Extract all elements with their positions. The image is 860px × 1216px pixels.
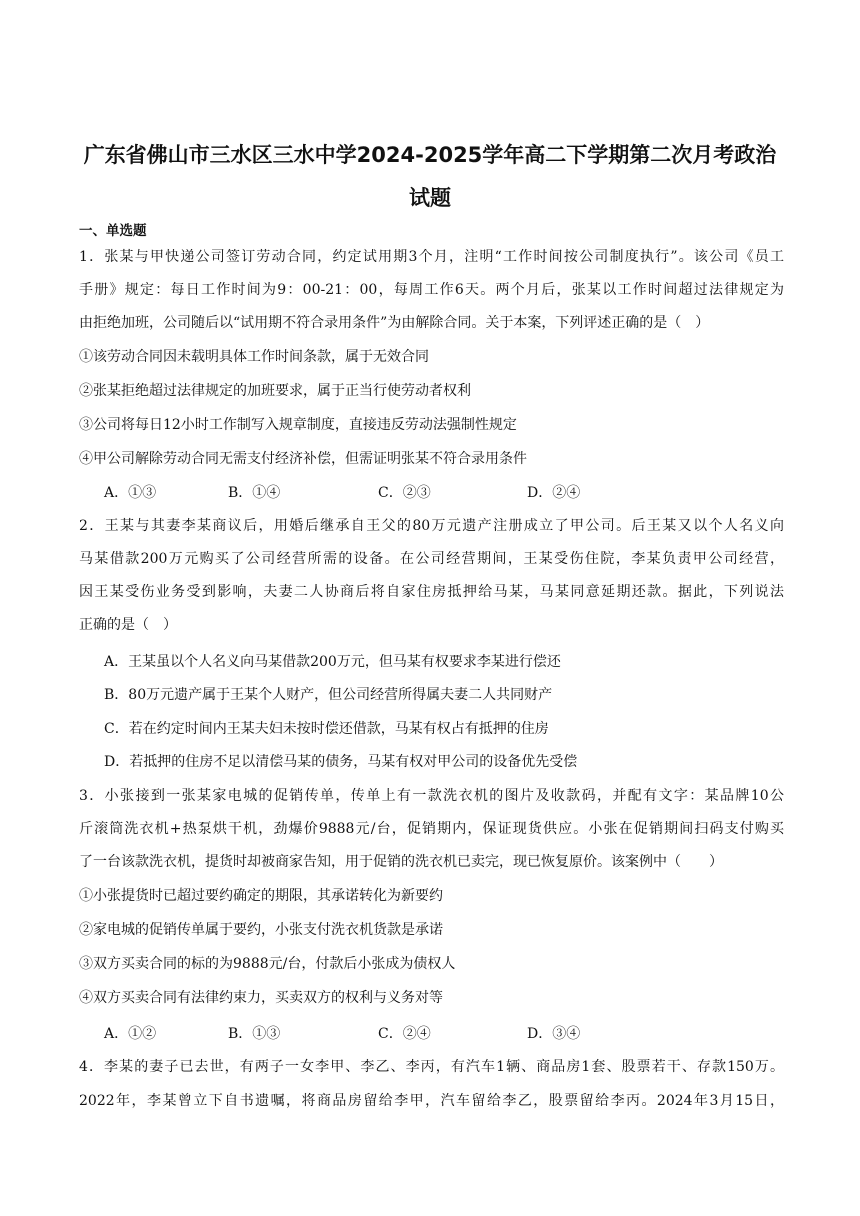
q3-option-d: D．③④ <box>527 1026 581 1042</box>
q3-option-b: B．①③ <box>228 1026 281 1042</box>
q2-stem-line-4: 正确的是（ ） <box>79 617 177 633</box>
q1-option-b: B．①④ <box>228 485 281 501</box>
q3-statement-1: ①小张提货时已超过要约确定的期限，其承诺转化为新要约 <box>79 888 443 904</box>
q2-option-b: B．80万元遗产属于王某个人财产，但公司经营所得属夫妻二人共同财产 <box>104 687 553 703</box>
q3-stem-line-1: 3．小张接到一张某家电城的促销传单，传单上有一款洗衣机的图片及收款码，并配有文字：某品牌10公 <box>79 788 784 804</box>
q1-option-a: A．①③ <box>104 485 157 501</box>
q3-stem-line-2: 斤滚筒洗衣机+热泵烘干机，劲爆价9888元/台，促销期内，保证现货供应。小张在促销期间扫码支付购买 <box>79 821 784 837</box>
q2-option-c: C．若在约定时间内王某夫妇未按时偿还借款，马某有权占有抵押的住房 <box>104 721 549 737</box>
document-title-line-2: 试题 <box>409 186 451 210</box>
document-title-line-1: 广东省佛山市三水区三水中学2024-2025学年高二下学期第二次月考政治 <box>83 143 777 167</box>
q3-statement-4: ④双方买卖合同有法律约束力，买卖双方的权利与义务对等 <box>79 990 443 1006</box>
q1-option-c: C．②③ <box>378 485 431 501</box>
section-heading: 一、单选题 <box>79 223 147 239</box>
q4-stem-line-1: 4．李某的妻子已去世，有两子一女李甲、李乙、李丙，有汽车1辆、商品房1套、股票若干、存款150万。 <box>79 1059 784 1075</box>
q2-stem-line-2: 马某借款200万元购买了公司经营所需的设备。在公司经营期间，王某受伤住院，李某负责甲公司经营， <box>79 551 784 567</box>
q3-stem-line-3: 了一台该款洗衣机，提货时却被商家告知，用于促销的洗衣机已卖完，现已恢复原价。该案例中（ ） <box>79 854 723 870</box>
q2-option-a: A．王某虽以个人名义向马某借款200万元，但马某有权要求李某进行偿还 <box>104 654 561 670</box>
q3-option-a: A．①② <box>104 1026 157 1042</box>
q1-stem-line-2: 手册》规定：每日工作时间为9：00-21：00，每周工作6天。两个月后，张某以工作时间超过法律规定为 <box>79 282 784 298</box>
q2-stem-line-1: 2．王某与其妻李某商议后，用婚后继承自王父的80万元遗产注册成立了甲公司。后王某又以个人名义向 <box>79 518 784 534</box>
q3-statement-2: ②家电城的促销传单属于要约，小张支付洗衣机货款是承诺 <box>79 922 443 938</box>
q1-statement-1: ①该劳动合同因未载明具体工作时间条款，属于无效合同 <box>79 349 429 365</box>
q1-stem-line-1: 1．张某与甲快递公司签订劳动合同，约定试用期3个月，注明“工作时间按公司制度执行”。该公司《员工 <box>79 249 784 265</box>
q1-option-d: D．②④ <box>527 485 581 501</box>
q1-statement-3: ③公司将每日12小时工作制写入规章制度，直接违反劳动法强制性规定 <box>79 417 517 433</box>
q1-statement-4: ④甲公司解除劳动合同无需支付经济补偿，但需证明张某不符合录用条件 <box>79 451 527 467</box>
q4-stem-line-2: 2022年，李某曾立下自书遗嘱，将商品房留给李甲，汽车留给李乙，股票留给李丙。2024年3月15日， <box>79 1093 784 1109</box>
q2-stem-line-3: 因王某受伤业务受到影响，夫妻二人协商后将自家住房抵押给马某，马某同意延期还款。据此，下列说法 <box>79 584 784 600</box>
q1-statement-2: ②张某拒绝超过法律规定的加班要求，属于正当行使劳动者权利 <box>79 383 471 399</box>
q3-option-c: C．②④ <box>378 1026 431 1042</box>
q1-stem-line-3: 由拒绝加班，公司随后以“试用期不符合录用条件”为由解除合同。关于本案，下列评述正确的是（ ） <box>79 315 710 331</box>
q3-statement-3: ③双方买卖合同的标的为9888元/台，付款后小张成为债权人 <box>79 956 456 972</box>
q2-option-d: D．若抵押的住房不足以清偿马某的债务，马某有权对甲公司的设备优先受偿 <box>104 754 578 770</box>
